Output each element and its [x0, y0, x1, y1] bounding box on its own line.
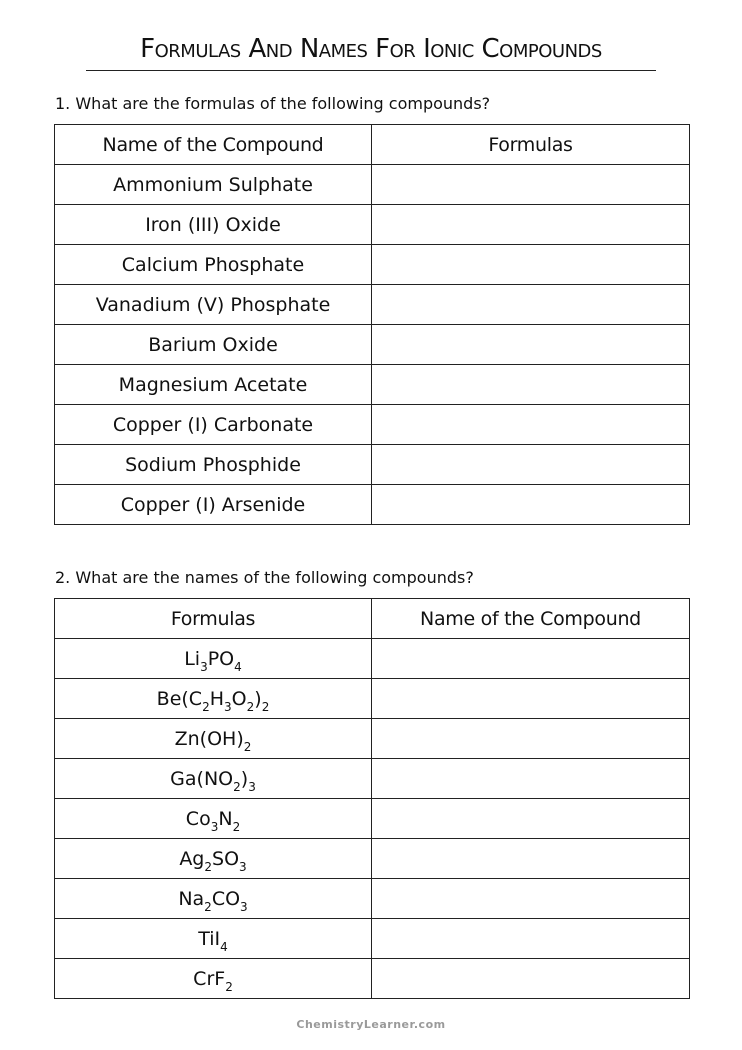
formula-answer-cell[interactable]: [372, 365, 690, 405]
compound-name-cell: Barium Oxide: [55, 325, 372, 365]
table-row: [55, 245, 690, 285]
formula-text: O: [231, 687, 247, 710]
formula-subscript: 4: [220, 940, 228, 955]
formula-text: Ag: [179, 847, 205, 870]
column-header-formulas: Formulas: [55, 599, 372, 639]
site-credit: ChemistryLearner.com: [296, 1018, 446, 1031]
formula-subscript: 3: [224, 700, 232, 715]
formula-text: CO: [211, 887, 241, 910]
formula-subscript: 2: [232, 820, 241, 835]
formula-cell: [55, 799, 372, 839]
table-row: [55, 679, 690, 719]
table-row: [55, 799, 690, 839]
table-row: [55, 485, 690, 525]
formula-answer-cell[interactable]: [372, 165, 690, 205]
formula-cell: [55, 759, 372, 799]
table-row: [55, 405, 690, 445]
table-header-row: [55, 599, 690, 639]
table-row: [55, 959, 690, 999]
formula-cell: [55, 919, 372, 959]
formula-cell: [55, 959, 372, 999]
table-row: [55, 325, 690, 365]
formula-cell: [55, 879, 372, 919]
formula-subscript: 3: [239, 860, 247, 875]
name-answer-cell[interactable]: [372, 639, 690, 679]
formula-answer-cell[interactable]: [372, 485, 690, 525]
table-row: [55, 839, 690, 879]
table-row: [55, 285, 690, 325]
formula-text: ): [240, 767, 249, 790]
table-row: [55, 759, 690, 799]
formula-cell: [55, 839, 372, 879]
question-1: 1. What are the formulas of the following compounds?: [55, 94, 491, 113]
name-answer-cell[interactable]: [372, 799, 690, 839]
formula-cell: [55, 639, 372, 679]
formula-subscript: 3: [248, 780, 256, 795]
name-answer-cell[interactable]: [372, 839, 690, 879]
formula-text: PO: [207, 647, 235, 670]
compound-name-cell: Ammonium Sulphate: [55, 165, 372, 205]
title-underline: [86, 70, 656, 71]
formula-subscript: 4: [234, 660, 242, 675]
formula-answer-cell[interactable]: [372, 205, 690, 245]
formula-text: Be(C: [156, 687, 203, 710]
formula-subscript: 3: [200, 660, 208, 675]
name-answer-cell[interactable]: [372, 679, 690, 719]
compound-name-cell: Iron (III) Oxide: [55, 205, 372, 245]
table-row: [55, 445, 690, 485]
name-answer-cell[interactable]: [372, 719, 690, 759]
formula-text: Co: [185, 807, 211, 830]
formula-answer-cell[interactable]: [372, 445, 690, 485]
table-row: [55, 879, 690, 919]
formulas-table: [54, 124, 690, 525]
formula-text: CrF: [193, 967, 226, 990]
compound-name-cell: Sodium Phosphide: [55, 445, 372, 485]
table-header-row: [55, 125, 690, 165]
formula-subscript: 3: [210, 820, 219, 835]
formula-subscript: 2: [243, 740, 252, 755]
formula-subscript: 2: [233, 780, 241, 795]
formula-text: SO: [212, 847, 240, 870]
formula-subscript: 3: [240, 900, 248, 915]
names-table: [54, 598, 690, 999]
compound-name-cell: Copper (I) Arsenide: [55, 485, 372, 525]
formula-subscript: 2: [246, 700, 255, 715]
compound-name-cell: Calcium Phosphate: [55, 245, 372, 285]
formula-subscript: 2: [204, 860, 213, 875]
formula-text: ): [254, 687, 262, 710]
compound-name-cell: Magnesium Acetate: [55, 365, 372, 405]
formula-answer-cell[interactable]: [372, 245, 690, 285]
formula-text: N: [218, 807, 233, 830]
formula-text: Li: [184, 647, 201, 670]
formula-text: Zn(OH): [174, 727, 244, 750]
formula-answer-cell[interactable]: [372, 405, 690, 445]
name-answer-cell[interactable]: [372, 879, 690, 919]
table-row: [55, 205, 690, 245]
formula-answer-cell[interactable]: [372, 285, 690, 325]
formula-text: Ga(NO: [170, 767, 234, 790]
compound-name-cell: Copper (I) Carbonate: [55, 405, 372, 445]
formula-text: TiI: [198, 927, 221, 950]
formula-text: H: [209, 687, 225, 710]
page-title: Formulas And Names For Ionic Compounds: [140, 34, 602, 64]
name-answer-cell[interactable]: [372, 759, 690, 799]
question-2: 2. What are the names of the following compounds?: [55, 568, 474, 587]
formula-cell: [55, 679, 372, 719]
formula-subscript: 2: [204, 900, 212, 915]
table-row: [55, 719, 690, 759]
formula-answer-cell[interactable]: [372, 325, 690, 365]
formula-cell: [55, 719, 372, 759]
formula-subscript: 2: [261, 700, 270, 715]
name-answer-cell[interactable]: [372, 959, 690, 999]
table-row: [55, 919, 690, 959]
column-header-formulas: Formulas: [372, 125, 690, 165]
table-row: [55, 365, 690, 405]
table-row: [55, 639, 690, 679]
compound-name-cell: Vanadium (V) Phosphate: [55, 285, 372, 325]
formula-subscript: 2: [202, 700, 210, 715]
column-header-name: Name of the Compound: [55, 125, 372, 165]
name-answer-cell[interactable]: [372, 919, 690, 959]
formula-subscript: 2: [225, 980, 233, 995]
column-header-name: Name of the Compound: [372, 599, 690, 639]
formula-text: Na: [178, 887, 205, 910]
table-row: [55, 165, 690, 205]
